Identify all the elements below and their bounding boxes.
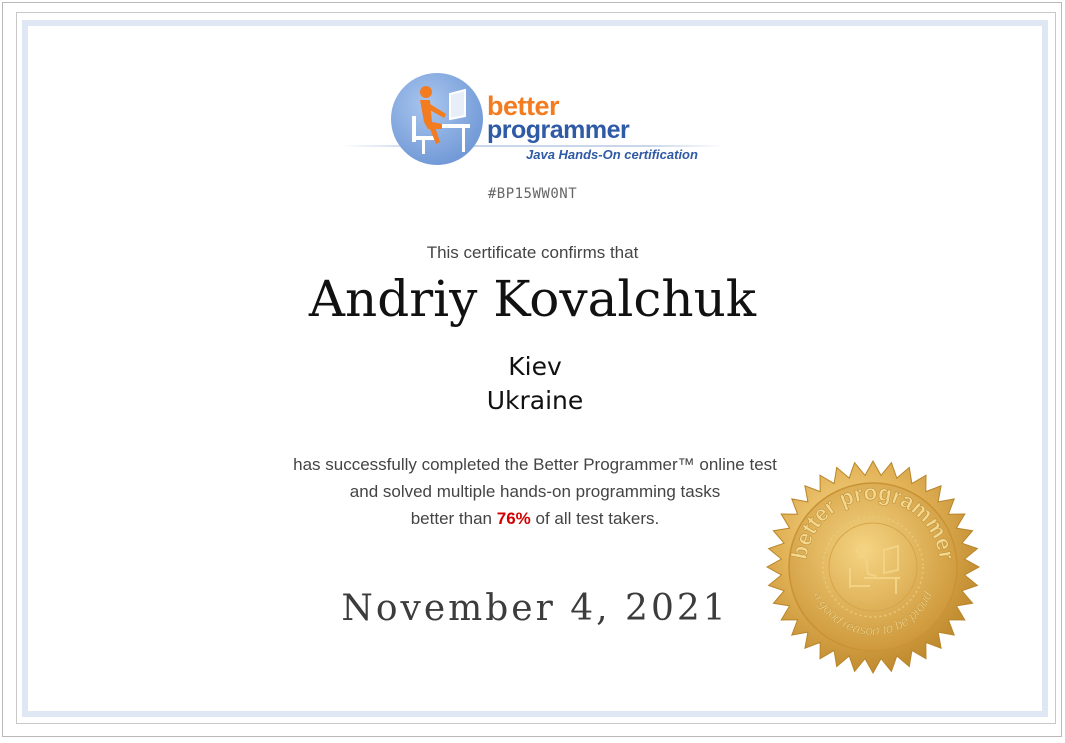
description-suffix: of all test takers. xyxy=(530,509,660,528)
confirm-text: This certificate confirms that xyxy=(426,243,639,262)
brand-tagline: Java Hands-On certification xyxy=(526,147,698,162)
recipient-name: Andriy Kovalchuk xyxy=(308,270,757,328)
recipient-city: Kiev xyxy=(508,352,562,381)
description-line-1: has successfully completed the Better Programmer™ online test xyxy=(293,455,777,474)
percentile-value: 76% xyxy=(496,509,531,528)
description-prefix: better than xyxy=(410,509,497,528)
seal-bottom-text: a good reason to be proud xyxy=(811,589,935,639)
recipient-country: Ukraine xyxy=(486,386,584,415)
certificate-id: #BP15WW0NT xyxy=(487,186,578,202)
brand-better: better xyxy=(487,91,560,121)
description-line-2: and solved multiple hands-on programming tasks xyxy=(349,482,721,501)
programmer-logo-icon xyxy=(390,72,484,166)
certificate-date: November 4, 2021 xyxy=(341,588,729,629)
brand-programmer: programmer xyxy=(487,116,630,144)
gold-seal-icon xyxy=(766,460,980,674)
seal-top-text: better programmer xyxy=(786,479,960,562)
